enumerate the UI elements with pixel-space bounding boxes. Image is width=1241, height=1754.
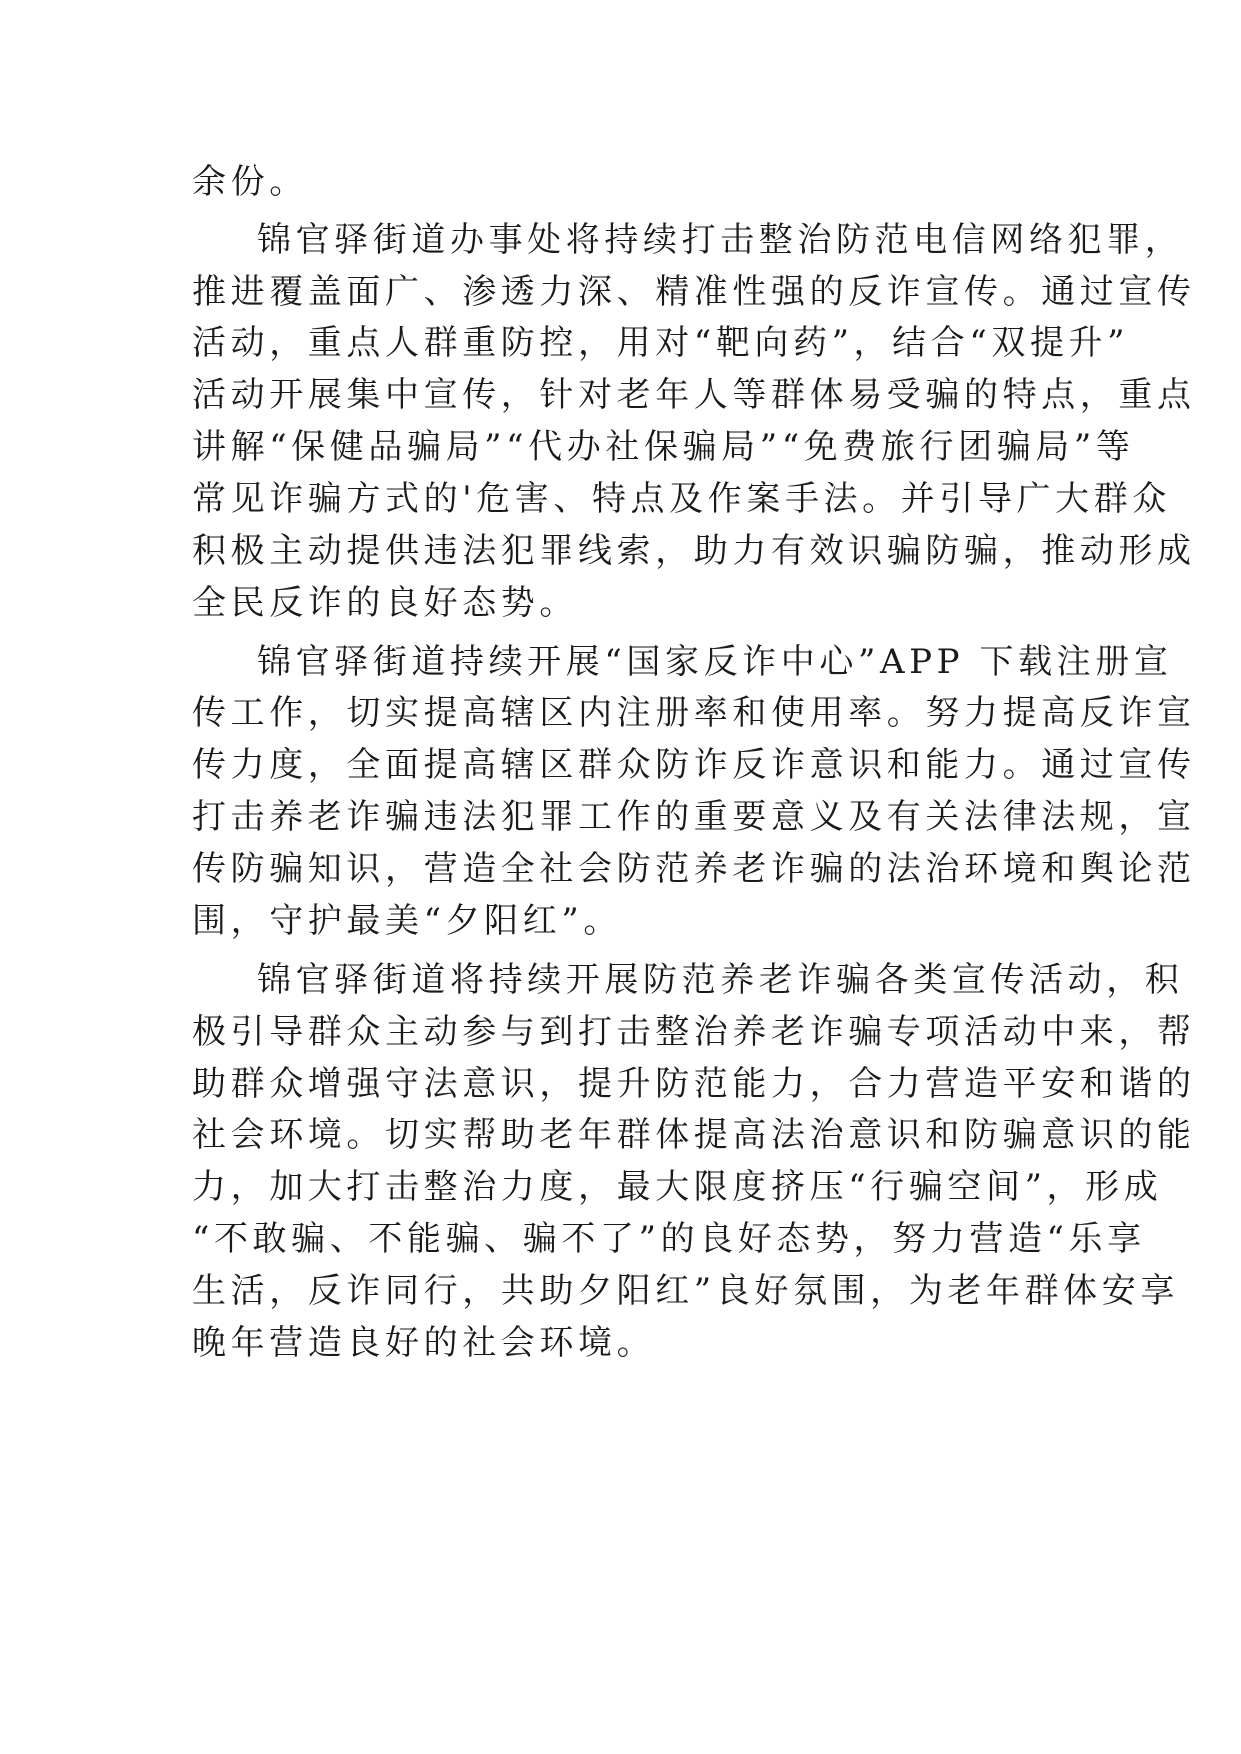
text-line: 传力度，全面提高辖区群众防诈反诈意识和能力。通过宣传 [192,745,1196,785]
text-line: 极引导群众主动参与到打击整治养老诈骗专项活动中来，帮 [192,1012,1196,1052]
paragraph-first-line: 锦官驿街道办事处将持续打击整治防范电信网络犯罪， [257,220,1184,260]
text-line: 打击养老诈骗违法犯罪工作的重要意义及有关法律法规，宣 [192,797,1196,837]
text-line: “不敢骗、不能骗、骗不了”的良好态势，努力营造“乐享 [192,1219,1146,1259]
text-line: 晚年营造良好的社会环境。 [192,1323,656,1363]
text-line: 传防骗知识，营造全社会防范养老诈骗的法治环境和舆论范 [192,849,1196,889]
text-line: 力，加大打击整治力度，最大限度挤压“行骗空间”，形成 [192,1167,1163,1207]
text-line: 余份。 [192,162,308,202]
text-line: 社会环境。切实帮助老年群体提高法治意识和防骗意识的能 [192,1115,1196,1155]
text-line: 活动，重点人群重防控，用对“靶向药”，结合“双提升” [192,323,1130,363]
text-line: 围，守护最美“夕阳红”。 [192,901,622,941]
text-line: 活动开展集中宣传，针对老年人等群体易受骗的特点，重点 [192,375,1196,415]
text-line: 常见诈骗方式的'危害、特点及作案手法。并引导广大群众 [192,479,1171,519]
text-line: 积极主动提供违法犯罪线索，助力有效识骗防骗，推动形成 [192,531,1196,571]
text-line: 全民反诈的良好态势。 [192,583,578,623]
text-line: 传工作，切实提高辖区内注册率和使用率。努力提高反诈宣 [192,693,1196,733]
text-line: 生活，反诈同行，共助夕阳红”良好氛围，为老年群体安享 [192,1271,1179,1311]
paragraph-first-line: 锦官驿街道持续开展“国家反诈中心”APP 下载注册宣 [257,642,1173,682]
text-line: 推进覆盖面广、渗透力深、精准性强的反诈宣传。通过宣传 [192,272,1196,312]
text-line: 助群众增强守法意识，提升防范能力，合力营造平安和谐的 [192,1064,1196,1104]
text-line: 讲解“保健品骗局”“代办社保骗局”“免费旅行团骗局”等 [192,427,1135,467]
paragraph-first-line: 锦官驿街道将持续开展防范养老诈骗各类宣传活动，积 [257,960,1184,1000]
